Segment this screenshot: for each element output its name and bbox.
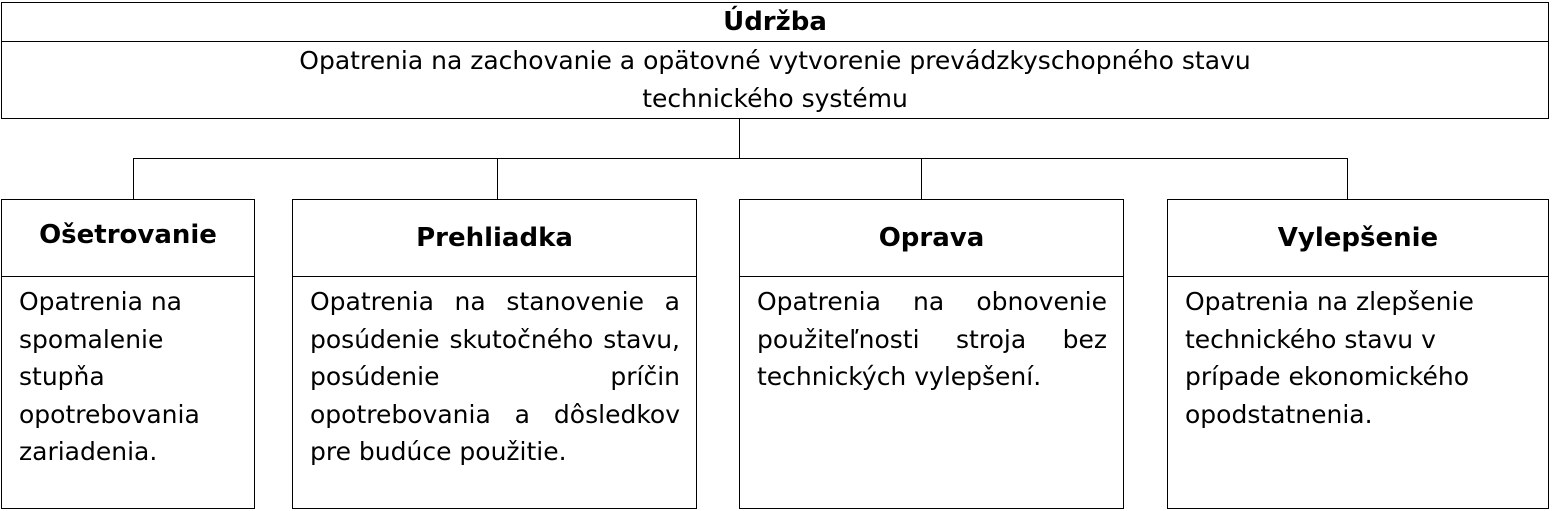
child-osetrovanie-title — [1, 199, 255, 277]
child-title-text: Prehliadka — [416, 223, 573, 253]
child-description-text: Opatrenia na stanovenie a posúdenie skutočného stavu, posúdenie príčin opotrebovania a dôsledkov pre budúce použitie. — [310, 287, 680, 466]
child-vylepsenie-title — [1167, 199, 1549, 277]
root-node-title — [1, 2, 1549, 42]
connector-child-1 — [133, 158, 134, 200]
child-oprava-description — [739, 276, 1124, 509]
child-vylepsenie-description — [1167, 276, 1549, 509]
connector-horizontal-bus — [133, 158, 1348, 159]
child-description-text: Opatrenia na obnovenie použiteľnosti stroja bez technických vylepšení. — [757, 287, 1107, 391]
child-description-text: Opatrenia na zlepšenie technického stavu v prípade ekonomického opodstatnenia. — [1185, 287, 1474, 429]
child-title-text: Oprava — [878, 223, 985, 253]
connector-child-4 — [1347, 158, 1348, 200]
child-title-text: Vylepšenie — [1277, 223, 1439, 253]
connector-root-down — [739, 119, 740, 159]
child-title-text: Ošetrovanie — [39, 220, 217, 250]
child-prehliadka-description — [292, 276, 697, 509]
child-description-text: Opatrenia na spomalenie stupňa opotrebovania zariadenia. — [19, 287, 200, 466]
child-osetrovanie-description — [1, 276, 255, 509]
root-node-description — [1, 41, 1549, 119]
connector-child-3 — [921, 158, 922, 200]
connector-child-2 — [497, 158, 498, 200]
root-description-text: Opatrenia na zachovanie a opätovné vytvorenie prevádzkyschopného stavu technického systému — [299, 46, 1251, 113]
child-oprava-title — [739, 199, 1124, 277]
child-prehliadka-title — [292, 199, 697, 277]
root-title-text: Údržba — [723, 7, 827, 37]
